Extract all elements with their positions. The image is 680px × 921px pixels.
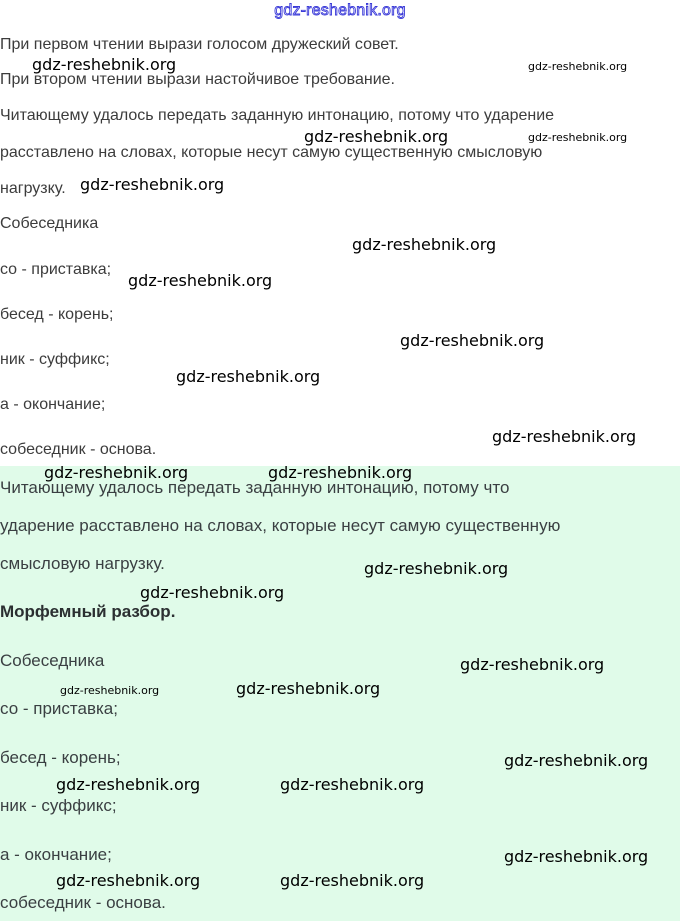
text-line: со - приставка; xyxy=(0,261,112,278)
text-line: При втором чтении вырази настойчивое требование. xyxy=(0,71,395,88)
morpheme-line: со - приставка; xyxy=(0,699,118,718)
watermark: gdz-reshebnik.org xyxy=(280,871,425,890)
watermark: gdz-reshebnik.org xyxy=(528,60,628,73)
watermark: gdz-reshebnik.org xyxy=(56,775,201,794)
answer-heading: Морфемный разбор. xyxy=(0,602,176,621)
watermark: gdz-reshebnik.org xyxy=(268,463,413,482)
watermark: gdz-reshebnik.org xyxy=(80,175,225,194)
answer-line: ударение расставлено на словах, которые несут самую существенную xyxy=(0,516,561,535)
morpheme-line: бесед - корень; xyxy=(0,748,121,767)
watermark: gdz-reshebnik.org xyxy=(400,331,545,350)
watermark: gdz-reshebnik.org xyxy=(492,427,637,446)
watermark: gdz-reshebnik.org xyxy=(56,871,201,890)
watermark: gdz-reshebnik.org xyxy=(352,235,497,254)
text-line: бесед - корень; xyxy=(0,306,114,323)
watermark: gdz-reshebnik.org xyxy=(280,775,425,794)
watermark: gdz-reshebnik.org xyxy=(528,131,628,144)
text-line: Читающему удалось передать заданную интонацию, потому что ударение xyxy=(0,107,555,124)
watermark: gdz-reshebnik.org xyxy=(140,583,285,602)
watermark: gdz-reshebnik.org xyxy=(460,655,605,674)
watermark: gdz-reshebnik.org xyxy=(364,559,509,578)
watermark: gdz-reshebnik.org xyxy=(504,847,649,866)
answer-line: смысловую нагрузку. xyxy=(0,554,165,573)
watermark: gdz-reshebnik.org xyxy=(44,463,189,482)
header-watermark: gdz-reshebnik.org xyxy=(274,2,406,19)
watermark: gdz-reshebnik.org xyxy=(236,679,381,698)
text-line: собеседник - основа. xyxy=(0,441,157,458)
text-line: расставлено на словах, которые несут самую существенную смысловую xyxy=(0,144,543,161)
answer-line: Читающему удалось передать заданную интонацию, потому что xyxy=(0,478,510,497)
text-line: нагрузку. xyxy=(0,180,66,197)
morpheme-line: ник - суффикс; xyxy=(0,796,117,815)
text-line: Собеседника xyxy=(0,215,99,232)
morpheme-line: Собеседника xyxy=(0,651,105,670)
watermark: gdz-reshebnik.org xyxy=(60,684,160,697)
watermark: gdz-reshebnik.org xyxy=(128,271,273,290)
morpheme-line: собеседник - основа. xyxy=(0,893,166,912)
watermark: gdz-reshebnik.org xyxy=(32,55,177,74)
watermark: gdz-reshebnik.org xyxy=(504,751,649,770)
text-line: При первом чтении вырази голосом дружеский совет. xyxy=(0,36,399,53)
morpheme-line: а - окончание; xyxy=(0,845,112,864)
text-line: ник - суффикс; xyxy=(0,351,110,368)
watermark: gdz-reshebnik.org xyxy=(304,127,449,146)
text-line: а - окончание; xyxy=(0,396,106,413)
watermark: gdz-reshebnik.org xyxy=(176,367,321,386)
